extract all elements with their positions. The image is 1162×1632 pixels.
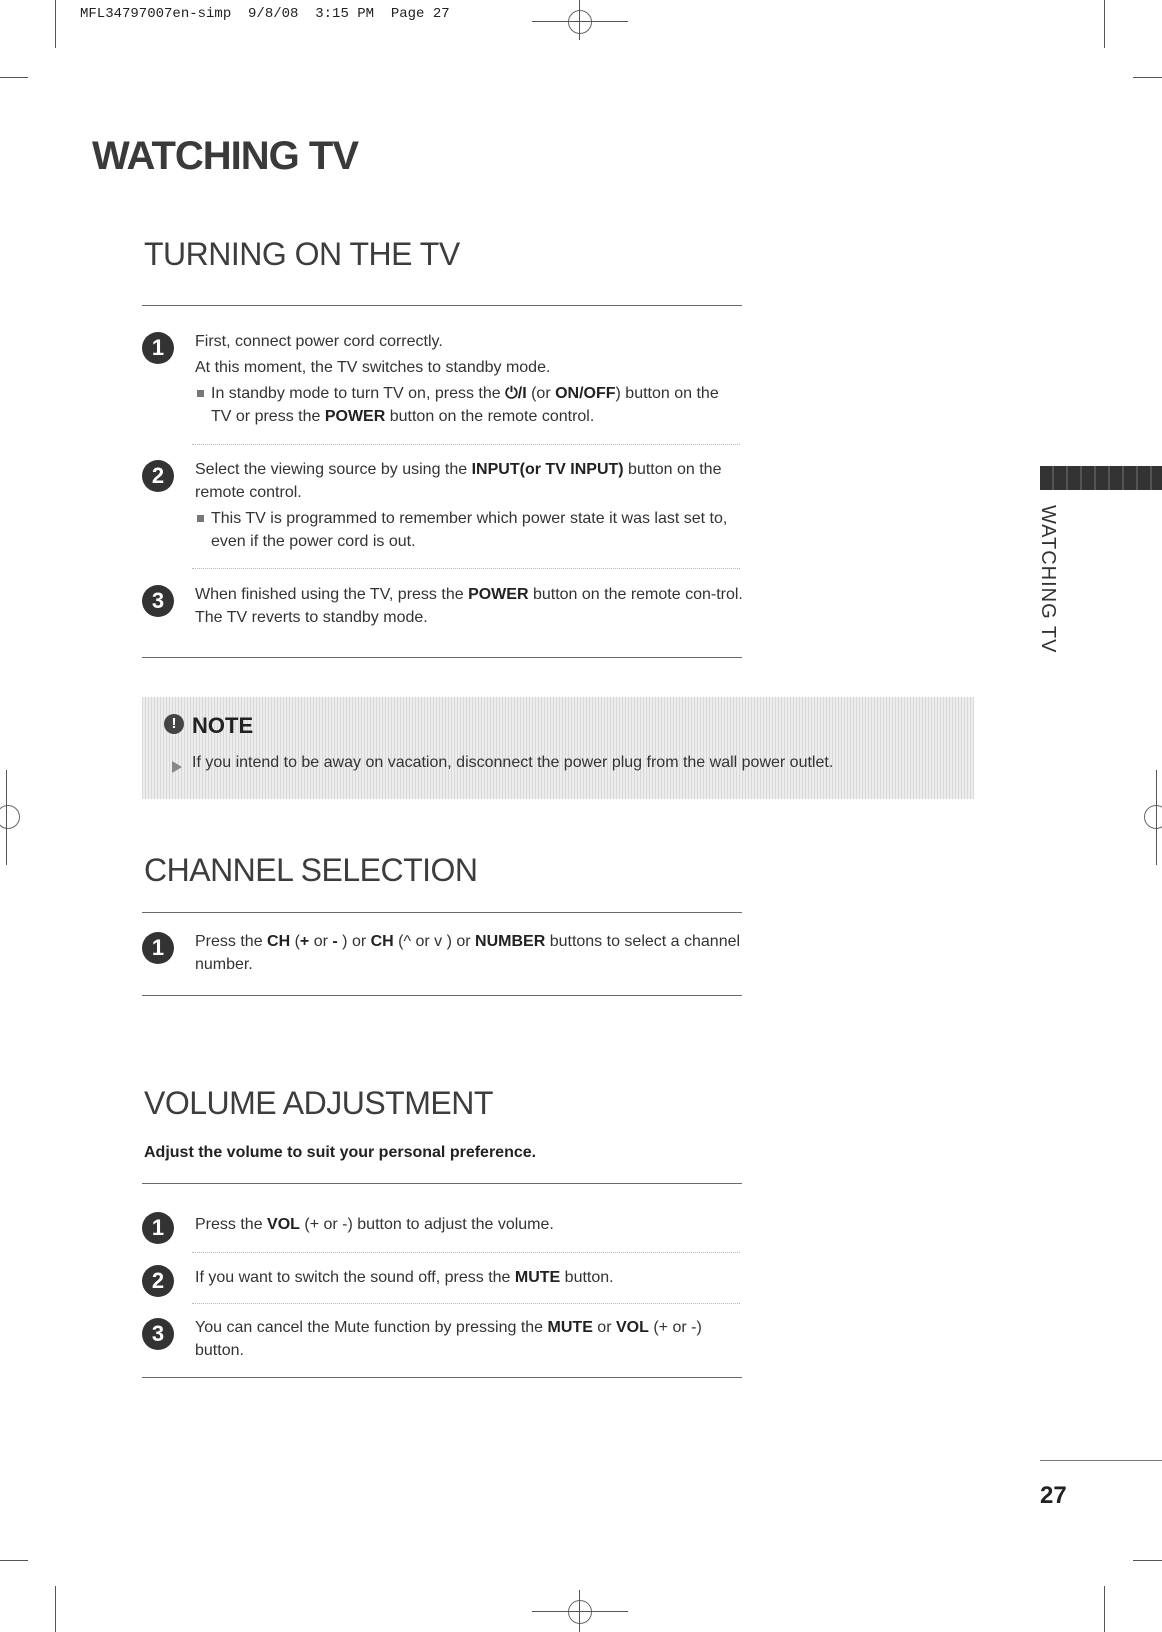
button-symbol: - [332,933,338,950]
crop-mark [1133,77,1162,78]
side-tab-marker [1040,466,1162,490]
step-text [195,583,743,629]
section-rule [142,1377,742,1378]
dotted-divider [192,1252,740,1253]
button-name: ON/OFF [555,385,616,402]
exclamation-icon: ! [164,714,184,734]
button-name: POWER [324,408,386,425]
sub-text: ) button on the TV or press the [211,385,719,425]
dotted-divider [192,444,740,445]
step-text [195,1213,743,1236]
sub-text: (or [526,385,556,402]
registration-mark [579,0,580,40]
step-line [195,458,743,504]
line-text: button on the remote con-trol. The TV reverts to standby mode. [195,586,743,626]
line-text: or [319,1216,343,1233]
registration-mark [0,805,20,829]
step-line: At this moment, the TV switches to standby mode. [195,359,551,376]
line-text: ( [393,933,404,950]
crop-mark [1133,1560,1162,1561]
line-text: button on the remote control. [195,461,722,501]
line-text: ) button to adjust the volume. [347,1216,554,1233]
crop-mark [1104,0,1105,48]
button-name: VOL [615,1319,649,1336]
line-text: Press the [195,933,268,950]
sub-text: button on the remote control. [385,408,595,425]
step-text [195,930,743,976]
arrow-right-icon [172,761,182,773]
line-text: You can cancel the Mute function by pressing the [195,1319,548,1336]
page-number-rule [1040,1460,1162,1461]
line-text: ) button. [195,1319,702,1359]
sub-text: In standby mode to turn TV on, press the [211,385,506,402]
line-text: ) or [337,933,371,950]
line-text: buttons to select a channel number. [195,933,741,973]
button-name: POWER [468,586,529,603]
volume-intro: Adjust the volume to suit your personal preference. [144,1144,537,1161]
note-title: NOTE [192,713,254,738]
section-title-volume: VOLUME ADJUSTMENT [144,1085,493,1121]
step-number-badge: 2 [142,1265,174,1297]
button-name: NUMBER [475,933,546,950]
button-name: MUTE [547,1319,593,1336]
registration-mark [1144,805,1162,829]
registration-mark [568,1600,592,1624]
crop-mark [55,1586,56,1632]
step-number-badge: 1 [142,1212,174,1244]
registration-mark [532,1611,628,1612]
section-rule [142,1183,742,1184]
section-rule [142,657,742,658]
step-number-badge: 3 [142,1318,174,1350]
line-text: When finished using the TV, press the [195,586,469,603]
button-name: CH [370,933,394,950]
crop-mark [55,0,56,48]
line-text: button. [560,1269,614,1286]
line-text: ( [290,933,300,950]
button-symbol: - [691,1319,697,1336]
step-number-badge: 1 [142,932,174,964]
button-symbol: + [309,1216,320,1233]
print-slug: MFL34797007en-simp 9/8/08 3:15 PM Page 27 [80,6,450,22]
step-line: First, connect power cord correctly. [195,333,443,350]
line-text: Press the [195,1216,268,1233]
registration-mark [568,10,592,34]
registration-mark [6,770,7,865]
button-symbol: + [299,933,310,950]
power-symbol: ⏻/I [505,385,527,402]
crop-mark [1104,1586,1105,1632]
step-number-badge: 2 [142,460,174,492]
line-text: or [592,1319,616,1336]
page-title: WATCHING TV [92,134,359,178]
button-name: INPUT(or TV INPUT) [471,461,624,478]
line-text: Select the viewing source by using the [195,461,472,478]
registration-mark [1156,770,1157,865]
crop-mark [0,77,28,78]
line-text: ( [299,1216,310,1233]
step-subnote [195,382,743,428]
button-name: CH [267,933,291,950]
button-symbol: - [342,1216,348,1233]
page-number: 27 [1040,1482,1067,1509]
dotted-divider [192,568,740,569]
up-arrow-icon: ^ [403,933,412,950]
line-text: ( [648,1319,659,1336]
step-text [195,330,743,428]
side-tab-label: WATCHING TV [1037,505,1059,654]
line-text: ) or [442,933,476,950]
section-title-channel: CHANNEL SELECTION [144,852,478,888]
step-text [195,1266,743,1289]
line-text: or [668,1319,692,1336]
button-name: MUTE [514,1269,561,1286]
step-text [195,1316,743,1362]
section-rule [142,912,742,913]
step-subnote: This TV is programmed to remember which power state it was last set to, even if the power cord is out. [195,507,743,553]
line-text: or [411,933,435,950]
registration-mark [532,21,628,22]
registration-mark [579,1590,580,1632]
line-text: or [309,933,333,950]
step-number-badge: 3 [142,585,174,617]
button-name: VOL [267,1216,300,1233]
down-arrow-icon: v [434,933,443,950]
section-rule [142,305,742,306]
step-text [195,458,743,553]
dotted-divider [192,1303,740,1304]
step-number-badge: 1 [142,332,174,364]
line-text: If you want to switch the sound off, press the [195,1269,515,1286]
crop-mark [0,1560,28,1561]
note-text: If you intend to be away on vacation, disconnect the power plug from the wall power outlet. [192,754,834,771]
note-box [142,697,974,799]
button-symbol: + [658,1319,668,1336]
section-title-turning-on: TURNING ON THE TV [144,236,460,272]
section-rule [142,995,742,996]
